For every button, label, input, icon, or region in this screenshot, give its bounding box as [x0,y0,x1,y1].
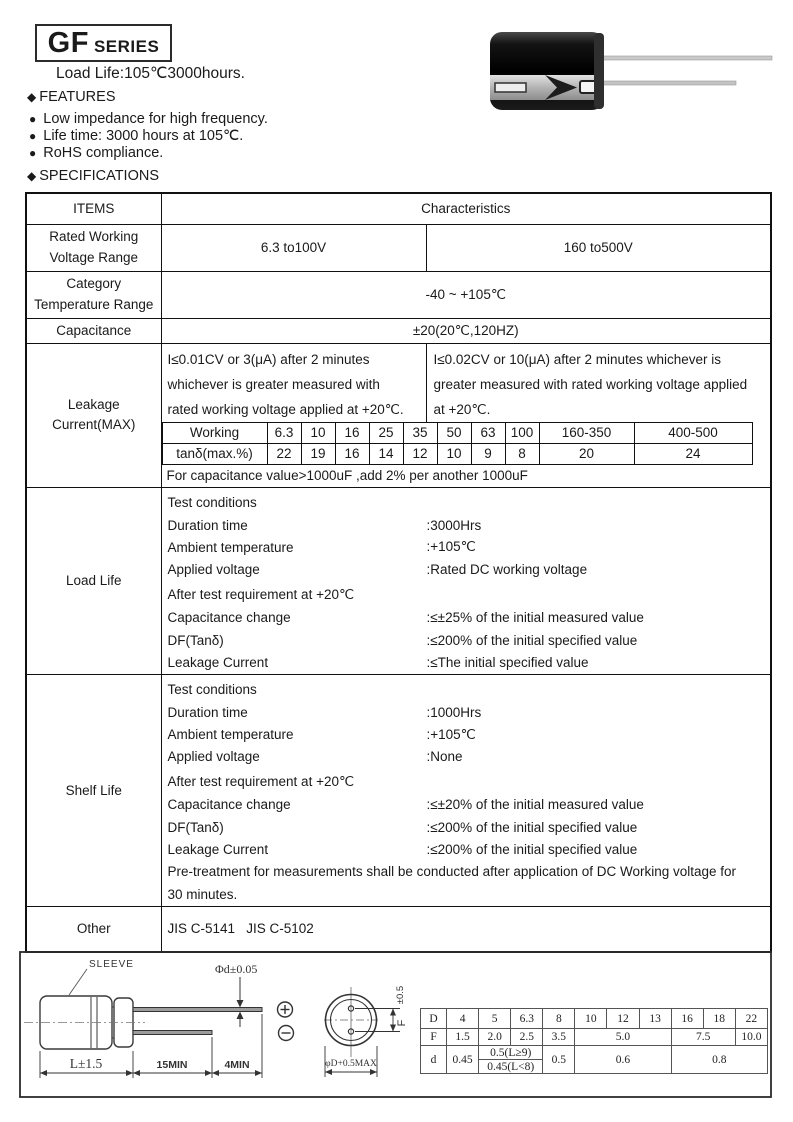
spec-row-temperature [26,271,771,318]
dim-row-pitch: F 1.5 2.0 2.5 3.5 5.0 7.5 10.0 [421,1029,768,1046]
tan-table-voltage-row: Working 6.3 10 16 25 35 50 63 100 160-350 400-500 [162,422,752,443]
capacitance-label-cell: Capacitance [26,318,161,343]
shelf-pretreatment-note-line2: 30 minutes. [167,886,238,902]
features-heading [27,89,116,105]
series-title-box [35,24,172,62]
shelf-life-label-cell: Shelf Life [26,674,161,906]
series-name: GF [47,26,89,59]
dim-row-diameter: D 4 5 6.3 8 10 12 13 16 18 22 [421,1009,768,1029]
spec-row-voltage [26,224,771,271]
pitch-tolerance-label: ±0.5 [395,985,406,1005]
tan-delta-table [162,422,753,465]
dimension-table [420,1008,768,1074]
items-header-cell: ITEMS [26,193,161,224]
lead-diameter-dimension [237,977,244,1027]
spec-row-capacitance [26,318,771,343]
load-test-conditions-title: Test conditions [167,495,257,511]
leakage-high-voltage-text: I≤0.02CV or 10(μA) after 2 minutes whichever is greater measured with rated working voltage applied at +20℃. [433,351,748,417]
spec-row-load-life [26,487,771,674]
series-suffix: SERIES [93,36,160,56]
bullet-icon: ● [29,146,37,160]
other-value-cell: JIS C-5141 JIS C-5102 [161,906,771,952]
feature-item-label: Life time: 3000 hours at 105℃. [43,128,244,144]
voltage-label-cell: Rated Working Voltage Range [26,224,161,271]
pitch-label: F [396,1019,408,1027]
specifications-heading-label: SPECIFICATIONS [39,168,160,184]
sleeve-leader-line [69,969,87,995]
polarity-mark-left [495,83,526,92]
lead-bottom-drawing [133,1031,212,1035]
capacitor-side-view [24,996,262,1049]
capacitor-top-view [324,987,378,1057]
spec-row-shelf-life [26,674,771,906]
dim-row-lead-dia-top: d 0.45 0.5(L≥9) 0.5 0.6 0.8 [421,1046,768,1060]
tan-table-value-row: tanδ(max.%) 22 19 16 14 12 10 9 8 20 24 [162,443,752,464]
shelf-pretreatment-note-line1: Pre-treatment for measurements shall be conducted after application of DC Working voltage for [167,864,737,880]
diameter-label: φD+0.5MAX [325,1059,377,1069]
lead-length-label: 15MIN [156,1059,188,1071]
shelf-after-test-title: After test requirement at +20℃ [167,774,355,790]
capacitor-lead-top [600,56,772,60]
lead-tip-label: 4MIN [224,1059,250,1071]
voltage-high-cell: 160 to500V [426,224,771,271]
specifications-table [25,192,772,953]
diamond-icon: ◆ [27,90,37,104]
feature-item [29,145,163,161]
positive-lead-icon [278,1002,293,1017]
load-life-note: Load Life:105℃3000hours. [56,65,245,82]
voltage-low-cell: 6.3 to100V [161,224,426,271]
other-label-cell: Other [26,906,161,952]
leakage-content-cell [161,343,771,487]
load-life-content-cell: Test conditions Duration time :3000Hrs Ambient temperature :+105℃ Applied voltage :Rated DC working voltage After test requirement at +20℃ Capacitance change :≤±25% of the initial measured value DF(Tanδ) :≤200% of the initial specified value Leakage Current :≤The initial specified value [161,487,771,674]
feature-item [29,111,268,127]
leakage-label-cell: Leakage Current(MAX) [26,343,161,487]
temperature-value-cell: -40 ~ +105℃ [161,271,771,318]
shelf-test-conditions-title: Test conditions [167,682,257,698]
bullet-icon: ● [29,112,37,126]
feature-item-label: RoHS compliance. [43,145,164,161]
specifications-heading [27,168,159,184]
capacitor-seal-edge [594,33,604,109]
polarity-band [490,75,604,100]
load-after-test-title: After test requirement at +20℃ [167,587,355,603]
spec-row-leakage [26,343,771,487]
leakage-text-blocks [162,344,771,422]
lead-diameter-label: Φd±0.05 [215,962,258,976]
bullet-icon: ● [29,129,37,143]
temperature-label-cell: Category Temperature Range [26,271,161,318]
shelf-life-content-cell: Test conditions Duration time :1000Hrs Ambient temperature :+105℃ Applied voltage :None After test requirement at +20℃ Capacitance change :≤±20% of the initial measured value DF(Tanδ) :≤200% of the initial specified value Leakage Current :≤200% of the initial specified value Pre-treatment for measurements shall be conducted after application of DC Working voltage for 30 minutes. [161,674,771,906]
negative-lead-icon [279,1026,294,1041]
feature-item [29,128,243,144]
features-heading-label: FEATURES [39,89,116,105]
sleeve-label: SLEEVE [89,959,134,970]
lead-top-drawing [133,1008,262,1012]
spec-row-other [26,906,771,952]
capacitance-value-cell: ±20(20℃,120HZ) [161,318,771,343]
characteristics-header-cell: Characteristics [161,193,771,224]
body-length-label: L±1.5 [69,1056,103,1071]
leakage-note: For capacitance value>1000uF ,add 2% per another 1000uF [166,467,528,483]
feature-item-label: Low impedance for high frequency. [43,111,268,127]
spec-row-header [26,193,771,224]
dim-row-lead-dia-bottom: 0.45(L<8) [421,1060,768,1074]
load-life-label-cell: Load Life [26,487,161,674]
capacitor-product-photo [488,25,788,117]
diamond-icon: ◆ [27,169,37,183]
leakage-low-voltage-text: I≤0.01CV or 3(μA) after 2 minutes whichever is greater measured with rated working voltage applied at +20℃. [162,344,427,422]
capacitor-lead-bottom [600,81,736,85]
